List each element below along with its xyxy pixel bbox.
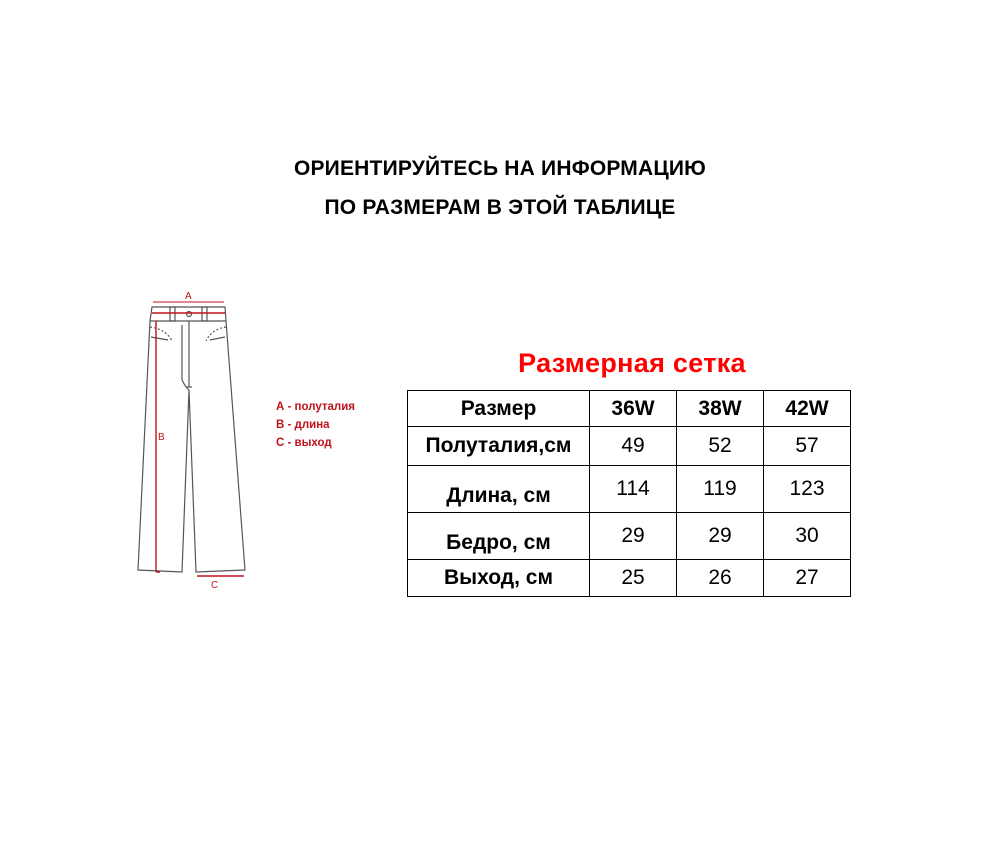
table-cell: 119 xyxy=(677,466,764,513)
table-row xyxy=(408,560,851,597)
table-cell: 27 xyxy=(764,560,851,597)
header-size-36w: 36W xyxy=(590,391,677,427)
header-size-42w: 42W xyxy=(764,391,851,427)
header-size-38w: 38W xyxy=(677,391,764,427)
label-a: A xyxy=(185,291,192,302)
legend-item-b: В - длина xyxy=(276,419,330,431)
table-row xyxy=(408,466,851,513)
table-cell: 57 xyxy=(764,427,851,466)
table-row xyxy=(408,513,851,560)
row-label-length: Длина, см xyxy=(446,484,551,507)
page-heading-line-1: ОРИЕНТИРУЙТЕСЬ НА ИНФОРМАЦИЮ xyxy=(293,157,707,180)
table-cell: 123 xyxy=(764,466,851,513)
table-cell: 26 xyxy=(677,560,764,597)
table-cell: 29 xyxy=(677,513,764,560)
header-size-label: Размер xyxy=(408,391,590,427)
size-table-title: Размерная сетка xyxy=(518,348,746,378)
label-c: C xyxy=(211,580,219,591)
table-cell: 49 xyxy=(590,427,677,466)
table-cell: 30 xyxy=(764,513,851,560)
pants-diagram xyxy=(120,285,270,595)
table-row xyxy=(408,427,851,466)
measurement-legend xyxy=(276,398,355,452)
row-label-hip: Бедро, см xyxy=(446,531,551,554)
row-label-half-waist: Полуталия,см xyxy=(408,427,590,466)
table-cell: 25 xyxy=(590,560,677,597)
page-heading-line-2: ПО РАЗМЕРАМ В ЭТОЙ ТАБЛИЦЕ xyxy=(324,196,676,219)
size-table xyxy=(407,390,851,597)
legend-item-a: А - полуталия xyxy=(276,401,356,413)
legend-item-c: С - выход xyxy=(276,437,332,449)
table-cell: 29 xyxy=(590,513,677,560)
table-cell: 114 xyxy=(590,466,677,513)
row-label-leg-opening: Выход, см xyxy=(408,560,590,597)
table-header-row xyxy=(408,391,851,427)
table-cell: 52 xyxy=(677,427,764,466)
label-b: B xyxy=(158,432,165,443)
